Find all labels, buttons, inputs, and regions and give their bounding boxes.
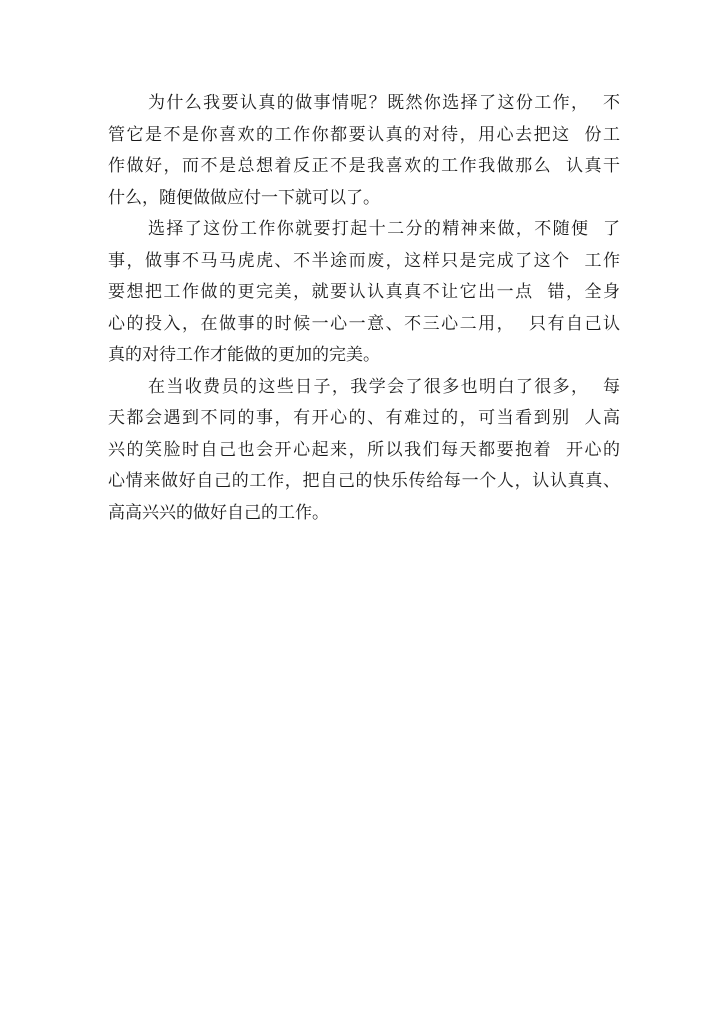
document-body xyxy=(108,88,620,529)
text-line: 天都会遇到不同的事，有开心的、有难过的，可当看到别 人高 xyxy=(108,408,620,428)
text-line: 事，做事不马马虎虎、不半途而废，这样只是完成了这个 工作 xyxy=(108,250,620,271)
text-line: 真的对待工作才能做的更加的完美。 xyxy=(108,345,380,365)
text-line: 管它是不是你喜欢的工作你都要认真的对待，用心去把这 份工 xyxy=(108,124,620,145)
text-line: 在当收费员的这些日子，我学会了很多也明白了很多， 每 xyxy=(148,376,620,397)
text-line: 心情来做好自己的工作，把自己的快乐传给每一个人，认认真真、 xyxy=(108,471,620,491)
text-line: 高高兴兴的做好自己的工作。 xyxy=(108,502,329,523)
paragraph-1 xyxy=(108,88,620,214)
paragraph-2 xyxy=(108,214,620,372)
paragraph-3 xyxy=(108,372,620,530)
text-line: 兴的笑脸时自己也会开心起来，所以我们每天都要抱着 开心的 xyxy=(108,439,620,460)
text-line: 要想把工作做的更完美，就要认认真真不让它出一点 错，全身 xyxy=(108,282,620,302)
text-line: 为什么我要认真的做事情呢？既然你选择了这份工作， 不 xyxy=(148,93,620,113)
text-line: 什么，随便做做应付一下就可以了。 xyxy=(108,187,380,208)
text-line: 作做好，而不是总想着反正不是我喜欢的工作我做那么 认真干 xyxy=(108,156,620,176)
text-line: 心的投入，在做事的时候一心一意、不三心二用， 只有自己认 xyxy=(108,313,620,334)
text-line: 选择了这份工作你就要打起十二分的精神来做，不随便 了 xyxy=(148,219,620,239)
